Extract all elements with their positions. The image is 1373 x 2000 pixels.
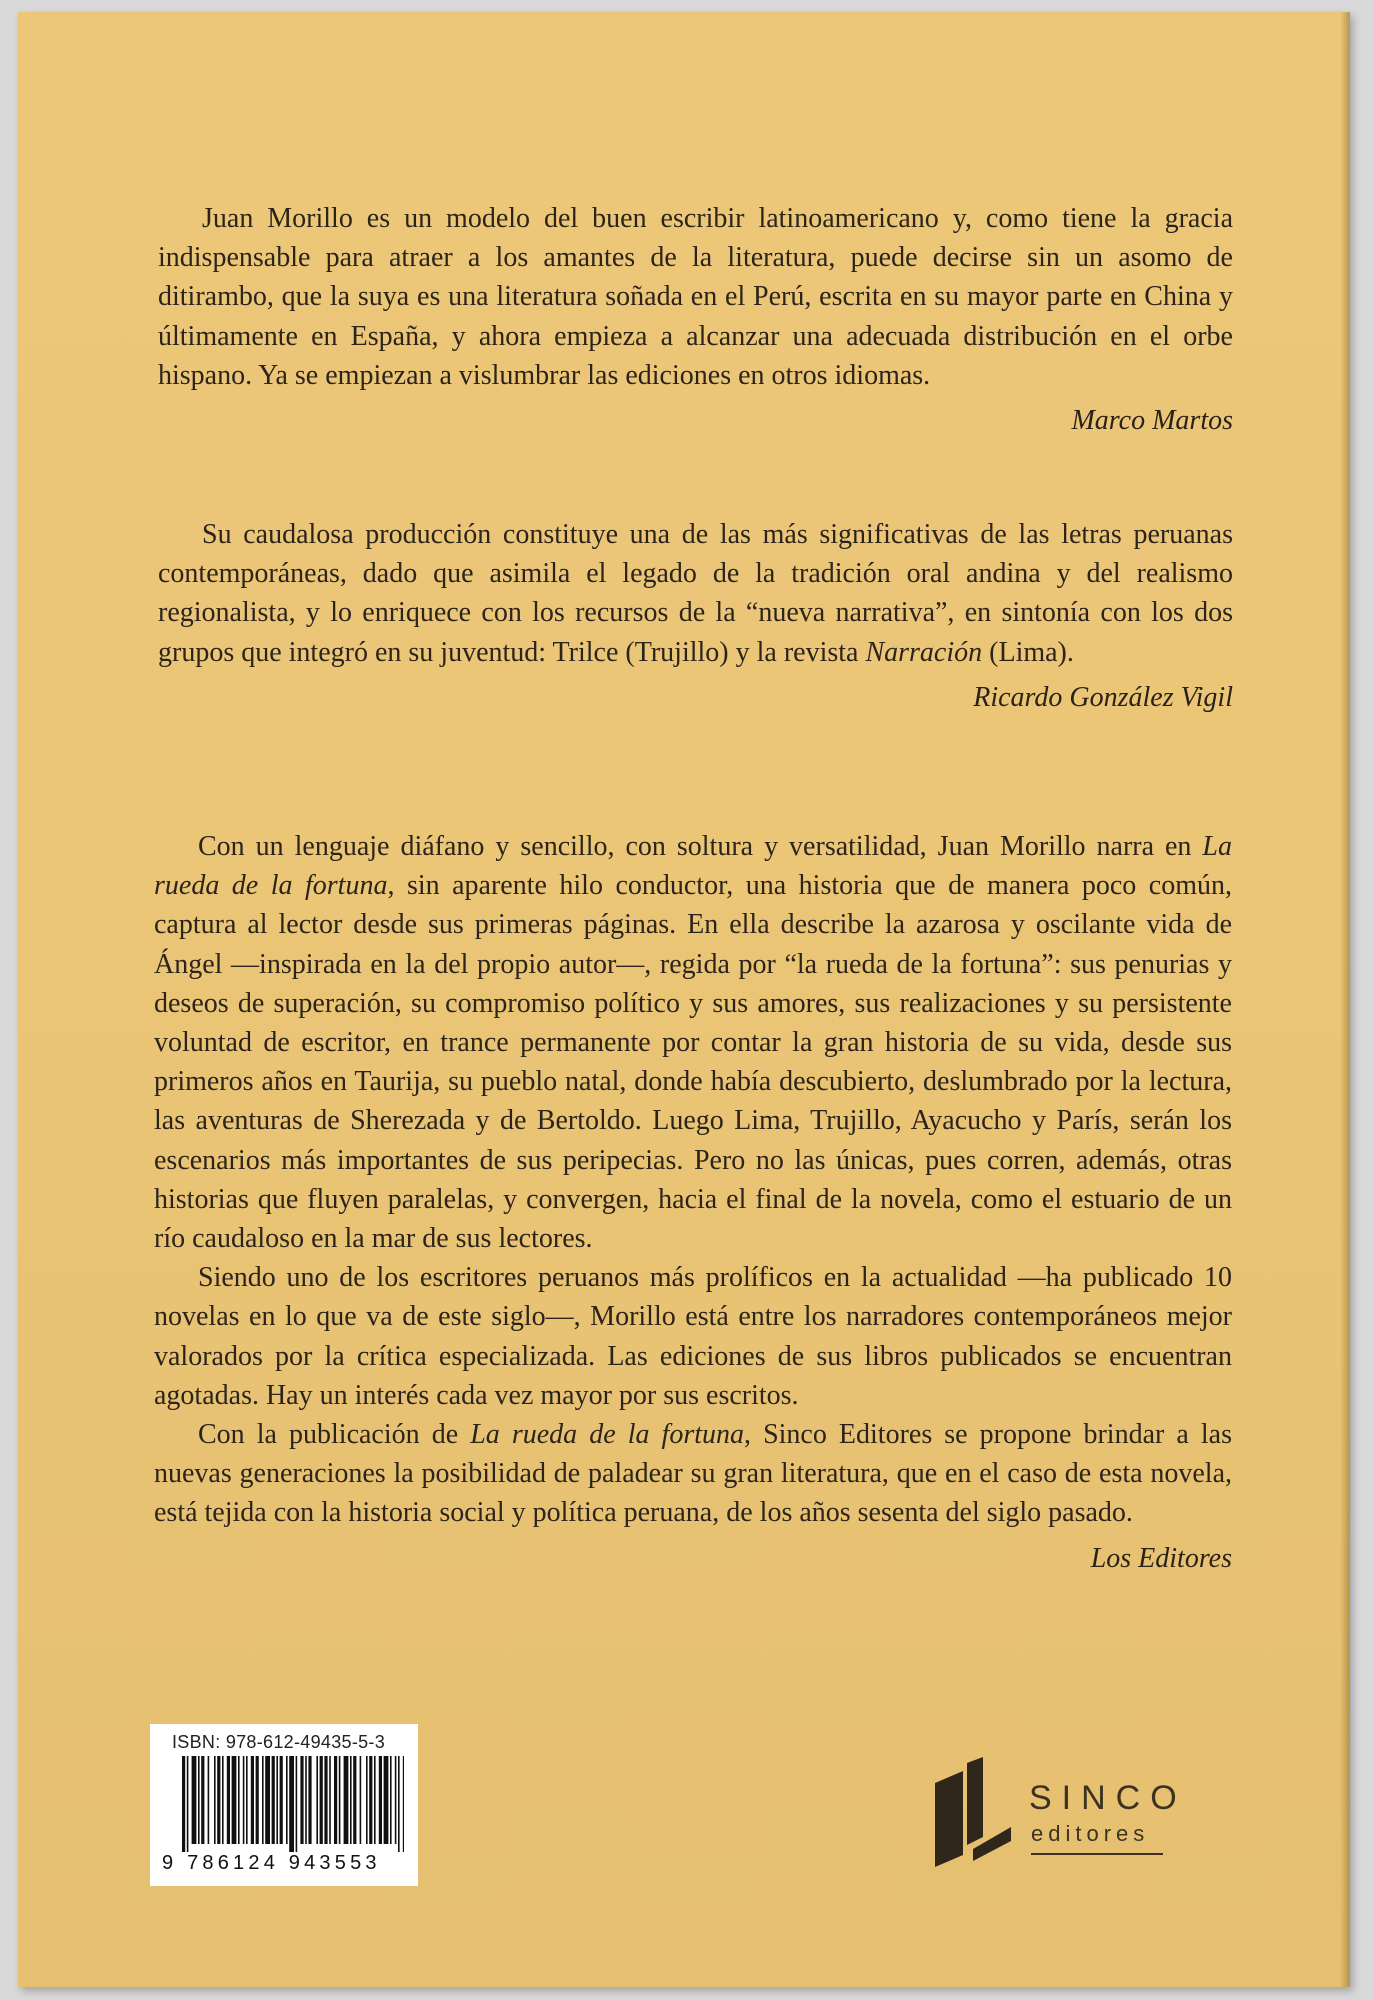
barcode-bar — [395, 1756, 397, 1844]
isbn-label: ISBN: 978-612-49435-5-3 — [172, 1732, 386, 1752]
barcode-bar — [265, 1756, 270, 1844]
barcode-bar — [316, 1756, 318, 1844]
barcode-bar — [217, 1756, 220, 1844]
blurb-paragraph — [158, 199, 1233, 395]
barcode-bar — [280, 1756, 283, 1844]
book-back-cover — [18, 12, 1350, 1987]
barcode-bar — [403, 1756, 404, 1852]
barcode-bar — [339, 1756, 341, 1844]
text-run: , Sinco Editores se propone brindar a las nuevas generaciones la posibilidad de paladear su gran literatura, que en el caso de esta novela, está tejida con la historia social y política peruana, de los años sesenta del siglo pasado. — [154, 1419, 1232, 1529]
barcode-bar — [222, 1756, 224, 1844]
blurb-author: Los Editores — [1090, 1542, 1232, 1574]
barcode-bar — [320, 1756, 323, 1844]
barcode-bar — [251, 1756, 254, 1844]
barcode-bar — [353, 1756, 356, 1844]
blurb-paragraph — [158, 515, 1233, 672]
barcode-bar — [334, 1756, 337, 1844]
barcode-bar — [262, 1756, 264, 1844]
barcode-bar — [227, 1756, 230, 1844]
barcode-bar — [272, 1756, 275, 1844]
blurb-paragraph — [154, 1415, 1232, 1533]
barcode-bar — [232, 1756, 237, 1844]
text-run: Juan Morillo es un modelo del buen escribir latinoamericano y, como tiene la gracia indispensable para atraer a los amantes de la literatura, puede decirse sin un asomo de ditirambo, que la suya es una literatura soñada en el Perú, escrita en su mayor parte en China y últimamente en España, y ahora empieza a alcanzar una adecuada distribución en el orbe hispano. Ya se empiezan a vislumbrar las ediciones en otros idiomas. — [158, 203, 1233, 391]
barcode-bar — [201, 1756, 204, 1844]
barcode-bar — [182, 1756, 185, 1852]
blurb-ricardo-gonzalez-vigil — [158, 515, 1233, 716]
text-run: Siendo uno de los escritores peruanos más prolíficos en la actualidad —ha publicado 10 novelas en lo que va de este siglo—, Morillo está entre los narradores contemporáneos mejor valorados por la crítica especializada. Las ediciones de sus libros publicados se encuentran agotadas. Hay un interés cada vez mayor por sus escritos. — [154, 1262, 1232, 1411]
barcode-bar — [360, 1756, 362, 1844]
barcode-bar — [366, 1756, 368, 1844]
barcode-bar — [276, 1756, 278, 1844]
barcode-bar — [187, 1756, 189, 1852]
barcode-bar — [374, 1756, 376, 1844]
publisher-underline — [1031, 1853, 1163, 1855]
barcode-bar — [286, 1756, 288, 1844]
blurb-paragraphs — [154, 827, 1232, 1533]
italic-title: Narración — [865, 636, 983, 668]
barcode-bar — [192, 1756, 197, 1844]
barcode-bar — [379, 1756, 382, 1844]
barcode-bars — [182, 1756, 404, 1852]
blurb-marco-martos — [158, 199, 1233, 439]
barcode-bar — [246, 1756, 248, 1844]
barcode-bar — [289, 1756, 294, 1852]
barcode-bar — [350, 1756, 352, 1844]
barcode-digits: 9 786124 943553 — [162, 1852, 381, 1874]
text-run: Con la publicación de — [198, 1419, 471, 1451]
italic-title: La rueda de la fortuna — [154, 831, 1232, 902]
blurb-paragraphs — [158, 515, 1233, 672]
text-run: Su caudalosa producción constituye una de las más significativas de las letras peruanas contemporáneas, dado que asimila el legado de la tradición oral andina y del realismo regionalista, y lo enriquece con los recursos de la “nueva narrativa”, en sintonía con los dos grupos que integró en su juventud: Trilce (Trujillo) y la revista — [158, 519, 1233, 668]
barcode-bar — [390, 1756, 392, 1844]
barcode-bar — [369, 1756, 372, 1844]
blurb-author: Ricardo González Vigil — [973, 681, 1233, 713]
text-run: Con un lenguaje diáfano y sencillo, con soltura y versatilidad, Juan Morillo narra en — [198, 831, 1203, 862]
barcode-bar — [243, 1756, 245, 1844]
blurb-author: Marco Martos — [1071, 405, 1233, 437]
blurb-paragraphs — [158, 199, 1233, 395]
blurb-los-editores — [154, 827, 1232, 1577]
barcode-bar — [305, 1756, 307, 1844]
barcode-bar — [398, 1756, 400, 1852]
blurb-paragraph — [154, 827, 1232, 1258]
barcode-bar — [198, 1756, 200, 1844]
text-run: , sin aparente hilo conductor, una historia que de manera poco común, captura al lector desde sus primeras páginas. En ella describe la azarosa y oscilante vida de Ángel —inspirada en la del propio autor—, regida por “la rueda de la fortuna”: sus penurias y deseos de superación, su compromiso político y sus amores, sus realizaciones y su persistente voluntad de escritor, en trance permanente por contar la gran historia de su vida, desde sus primeros años en Taurija, su pueblo natal, donde había descubierto, deslumbrado por la lectura, las aventuras de Sherezada y de Bertoldo. Luego Lima, Trujillo, Ayacucho y París, serán los escenarios más importantes de sus peripecias. Pero no las únicas, pues corren, además, otras historias que fluyen paralelas, y convergen, hacia el final de la novela, como el estuario de un río caudaloso en la mar de sus lectores. — [154, 870, 1232, 1255]
publisher-subtitle: editores — [1031, 1821, 1150, 1846]
barcode-bar — [214, 1756, 216, 1844]
barcode-bar — [384, 1756, 389, 1844]
barcode-bar — [238, 1756, 240, 1844]
blurb-paragraph — [154, 1258, 1232, 1415]
barcode-bar — [324, 1756, 327, 1844]
isbn-barcode — [150, 1724, 418, 1886]
text-run: (Lima). — [982, 636, 1074, 668]
publisher-logo — [933, 1757, 1193, 1877]
barcode-bar — [296, 1756, 298, 1852]
barcode-bar — [308, 1756, 311, 1844]
barcode-bar — [300, 1756, 303, 1844]
italic-title: La rueda de la fortuna — [470, 1419, 744, 1451]
book-pages-icon — [933, 1757, 1013, 1867]
barcode-bar — [256, 1756, 259, 1844]
barcode-bar — [208, 1756, 210, 1844]
barcode-bar — [344, 1756, 349, 1844]
barcode-bar — [329, 1756, 331, 1844]
publisher-name: SINCO — [1029, 1779, 1187, 1817]
